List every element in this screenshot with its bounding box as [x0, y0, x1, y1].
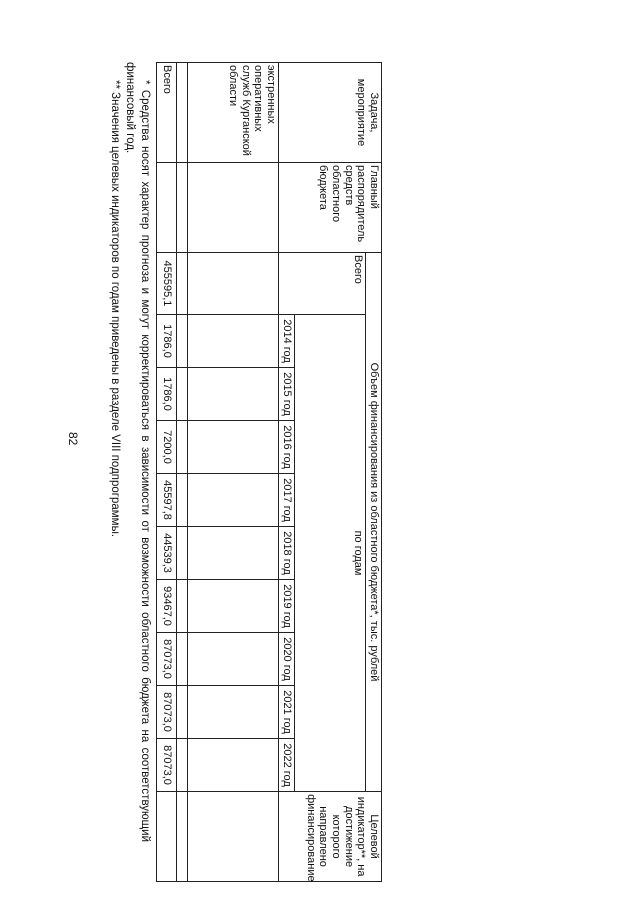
year-header: 2017 год	[279, 474, 295, 527]
empty-cell	[188, 315, 279, 368]
empty-cell	[188, 739, 279, 792]
empty-cell	[188, 368, 279, 421]
year-header: 2014 год	[279, 315, 295, 368]
col-task-header: Задача, мероприятие	[279, 63, 382, 163]
year-value: 1786,0	[157, 315, 177, 368]
page-number: 82	[66, 432, 80, 446]
task-cell: экстренных оперативных служб Курганской области	[188, 63, 279, 163]
empty-cell	[188, 163, 279, 253]
year-header: 2018 год	[279, 527, 295, 580]
empty-cell	[188, 421, 279, 474]
empty-cell	[188, 527, 279, 580]
year-value: 87073,0	[157, 633, 177, 686]
year-value: 87073,0	[157, 686, 177, 739]
year-header: 2022 год	[279, 739, 295, 792]
task-row	[188, 63, 279, 882]
col-total-header: Всего	[279, 253, 366, 315]
year-value: 44539,3	[157, 527, 177, 580]
col-indicator-header: Целевой индикатор**, на достижение которого направлено финансирование	[279, 792, 382, 882]
col-funding-header: Объем финансирования из областного бюджета*, тыс. рублей	[366, 253, 382, 792]
year-value: 93467,0	[157, 580, 177, 633]
spacer-row	[177, 63, 188, 882]
total-row	[157, 63, 177, 882]
year-header: 2015 год	[279, 368, 295, 421]
empty-cell	[157, 792, 177, 882]
empty-cell	[188, 580, 279, 633]
empty-cell	[157, 163, 177, 253]
year-value: 87073,0	[157, 739, 177, 792]
empty-cell	[188, 474, 279, 527]
empty-cell	[188, 633, 279, 686]
footnotes	[108, 62, 153, 842]
empty-cell	[188, 253, 279, 315]
empty-cell	[188, 792, 279, 882]
total-label: Всего	[157, 63, 177, 163]
total-value: 455595,1	[157, 253, 177, 315]
footnote-2: ** Значения целевых индикаторов по годам приведены в разделе VIII подпрограммы.	[109, 80, 122, 538]
year-header: 2019 год	[279, 580, 295, 633]
footnote-1: * Средства носят характер прогноза и могут корректироваться в зависимости от возможности областного бюджета на соответствующий финансовый год.	[124, 62, 152, 842]
year-value: 1786,0	[157, 368, 177, 421]
empty-cell	[188, 686, 279, 739]
rotated-page-content	[109, 62, 382, 882]
col-manager-header: Главный распорядитель средств областного бюджета	[279, 163, 382, 253]
funding-table	[156, 62, 382, 882]
year-value: 7200,0	[157, 421, 177, 474]
year-header: 2021 год	[279, 686, 295, 739]
year-value: 45597,8	[157, 474, 177, 527]
year-header: 2016 год	[279, 421, 295, 474]
year-header: 2020 год	[279, 633, 295, 686]
header-row-1	[366, 63, 382, 882]
col-by-years-header: по годам	[294, 315, 366, 792]
